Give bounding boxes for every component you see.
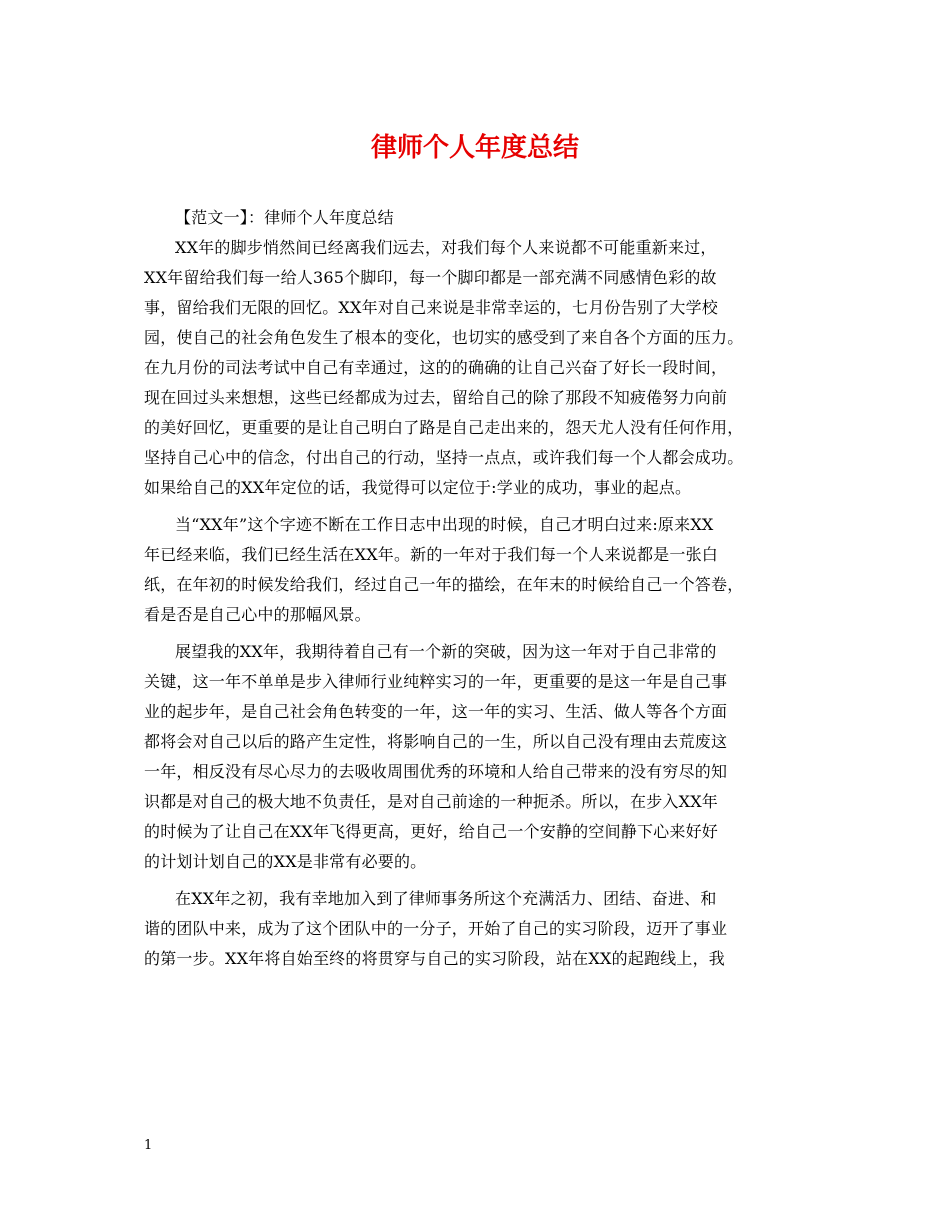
text-line: 的时候为了让自己在XX年飞得更高，更好，给自己一个安静的空间静下心来好好 <box>144 822 718 841</box>
text-line: XX年的脚步悄然间已经离我们远去，对我们每个人来说都不可能重新来过， <box>175 238 717 257</box>
text-line: 一年，相反没有尽心尽力的去吸收周围优秀的环境和人给自己带来的没有穷尽的知 <box>144 762 728 781</box>
text-line: 识都是对自己的极大地不负责任，是对自己前途的一种扼杀。所以，在步入XX年 <box>144 792 718 811</box>
text-line: 园，使自己的社会角色发生了根本的变化，也切实的感受到了来自各个方面的压力。 <box>144 328 744 347</box>
text-line: 年已经来临，我们已经生活在XX年。新的一年对于我们每一个人来说都是一张白 <box>144 545 718 564</box>
text-line: 看是否是自己心中的那幅风景。 <box>144 605 371 624</box>
text-line: 当“XX年”这个字迹不断在工作日志中出现的时候，自己才明白过来:原来XX <box>175 515 714 534</box>
text-line: 关键，这一年不单单是步入律师行业纯粹实习的一年，更重要的是这一年是自己事 <box>144 672 728 691</box>
text-line: 的计划计划自己的XX是非常有必要的。 <box>144 852 427 871</box>
text-line: 在九月份的司法考试中自己有幸通过，这的的确确的让自己兴奋了好长一段时间， <box>144 358 728 377</box>
text-line: 的第一步。XX年将自始至终的将贯穿与自己的实习阶段，站在XX的起跑线上，我 <box>144 949 725 968</box>
page-number: 1 <box>144 1138 153 1153</box>
text-line: 纸，在年初的时候发给我们，经过自己一年的描绘，在年末的时候给自己一个答卷， <box>144 575 744 594</box>
text-line: 业的起步年，是自己社会角色转变的一年，这一年的实习、生活、做人等各个方面 <box>144 702 728 721</box>
text-line: XX年留给我们每一给人365个脚印，每一个脚印都是一部充满不同感情色彩的故 <box>144 268 717 287</box>
text-line: 事，留给我们无限的回忆。XX年对自己来说是非常幸运的，七月份告别了大学校 <box>144 298 718 317</box>
text-line: 坚持自己心中的信念，付出自己的行动，坚持一点点，或许我们每一个人都会成功。 <box>144 448 744 467</box>
text-line: 都将会对自己以后的路产生定性，将影响自己的一生，所以自己没有理由去荒废这 <box>144 732 728 751</box>
text-line: 展望我的XX年，我期待着自己有一个新的突破，因为这一年对于自己非常的 <box>175 642 717 661</box>
text-line: 如果给自己的XX年定位的话，我觉得可以定位于:学业的成功，事业的起点。 <box>144 478 692 497</box>
text-line: 【范文一】：律师个人年度总结 <box>175 208 394 227</box>
text-line: 谐的团队中来，成为了这个团队中的一分子，开始了自己的实习阶段，迈开了事业 <box>144 919 728 938</box>
document-body <box>144 203 824 974</box>
text-line: 现在回过头来想想，这些已经都成为过去，留给自己的除了那段不知疲倦努力向前 <box>144 388 728 407</box>
text-line: 的美好回忆，更重要的是让自己明白了路是自己走出来的，怨天尤人没有任何作用， <box>144 418 744 437</box>
text-line: 在XX年之初，我有幸地加入到了律师事务所这个充满活力、团结、奋进、和 <box>175 889 717 908</box>
document-title: 律师个人年度总结 <box>370 133 579 163</box>
